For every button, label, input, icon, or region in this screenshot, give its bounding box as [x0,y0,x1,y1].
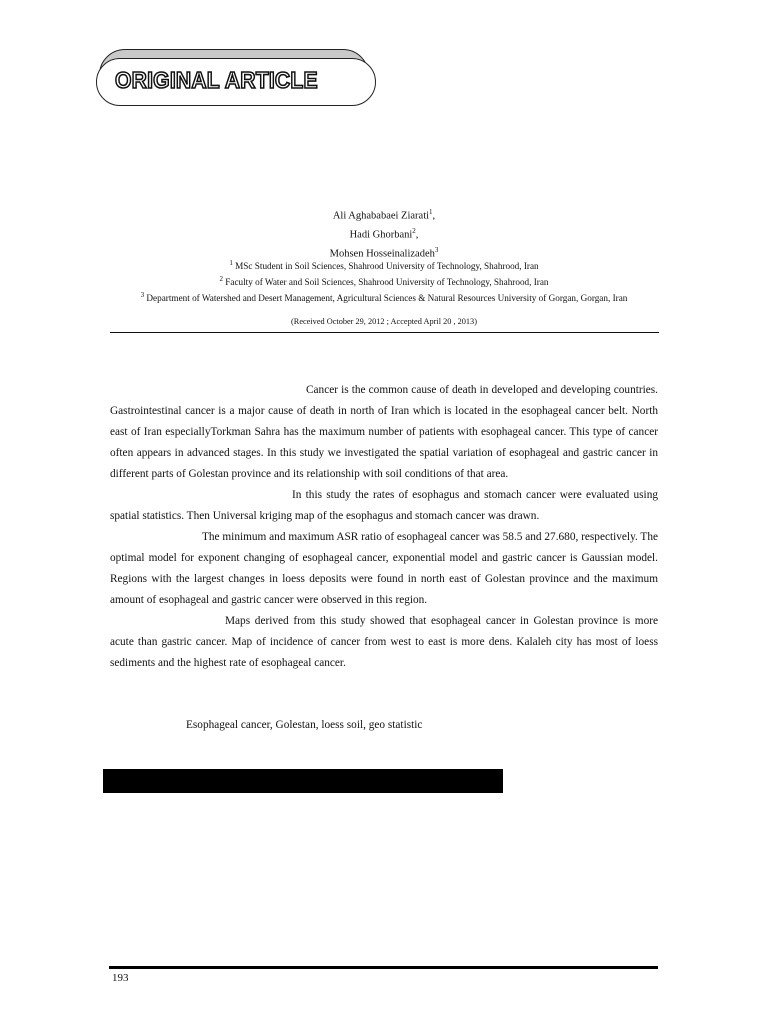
abstract-conclusion: Maps derived from this study showed that esophageal cancer in Golestan province is more acute than gastric cancer. Map of incidence of cancer from west to east is more dens. Kalaleh city has most of loess sediments and the highest rate of esophageal cancer. [110,615,658,669]
author: Ali Aghababaei Ziarati$^1$, [332,208,436,222]
section-heading-bar [103,769,503,793]
affiliation: $^3$ Department of Watershed and Desert Management, Agricultural Sciences & Natural Resources University of Gorgan, Gorgan, Iran [140,291,628,304]
author: Hadi Ghorbani$^2$, [349,227,419,241]
affiliation-list [0,257,768,305]
banner-label: ORIGINAL ARTICLE [115,67,318,93]
abstract-results: The minimum and maximum ASR ratio of esophageal cancer was 58.5 and 27.680, respectively. The optimal model for exponent changing of esophageal cancer, exponential model and gastric cancer is Gaussian model. Regions with the largest changes in loess deposits were found in north east of Golestan province and the maximum amount of esophageal and gastric cancer were observed in this region. [110,531,658,606]
banner-box [96,58,376,106]
affiliation: $^2$ Faculty of Water and Soil Sciences, Shahrood University of Technology, Shahrood, Iran [219,275,549,288]
header-divider [110,332,659,333]
abstract-background: Cancer is the common cause of death in developed and developing countries. Gastrointestinal cancer is a major cause of death in north of Iran which is located in the esophageal cancer belt. North east of Iran especiallyTorkman Sahra has the maximum number of patients with esophageal cancer. This type of cancer often appears in advanced stages. In this study we investigated the spatial variation of esophageal and gastric cancer in different parts of Golestan province and its relationship with soil conditions of that area. [110,384,658,480]
author-list [0,205,768,262]
affiliation: $^1$ MSc Student in Soil Sciences, Shahrood University of Technology, Shahrood, Iran [229,259,539,272]
footer-divider [109,966,658,969]
page-number: 193 [112,972,129,984]
abstract-methods: In this study the rates of esophagus and stomach cancer were evaluated using spatial statistics. Then Universal kriging map of the esophagus and stomach cancer was drawn. [110,489,658,522]
author: Mohsen Hosseinalizadeh$^3$ [329,246,439,260]
keywords: Esophageal cancer, Golestan, loess soil, geo statistic [186,719,423,731]
article-type-banner [96,49,380,107]
received-dates: (Received October 29, 2012 ; Accepted April 20 , 2013) [291,317,477,326]
abstract [110,380,658,674]
